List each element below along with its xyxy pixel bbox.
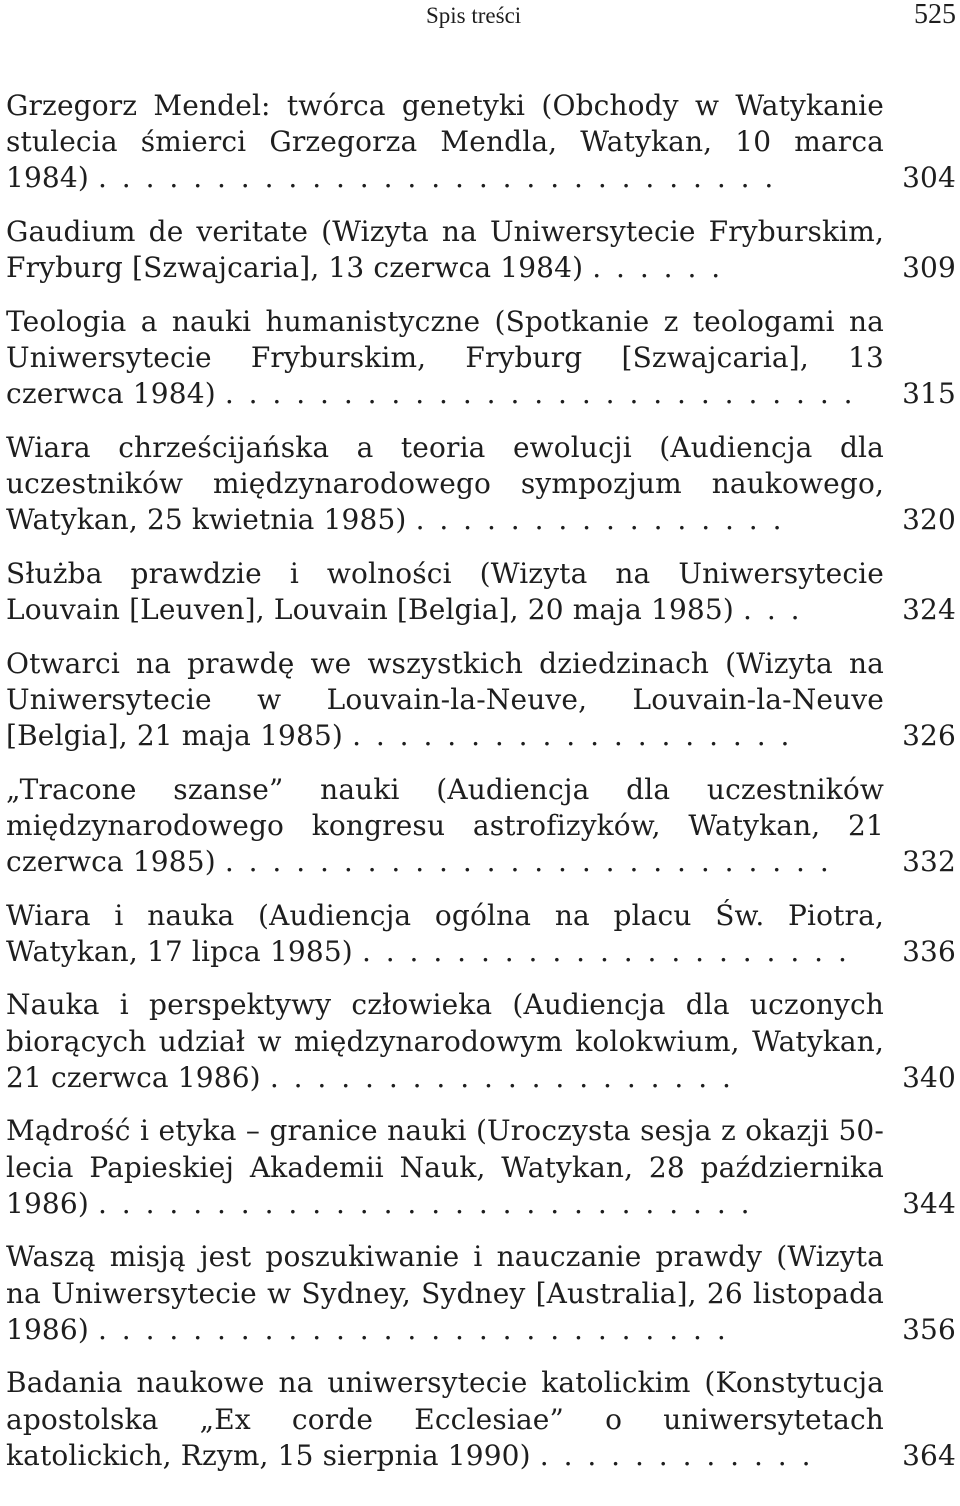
toc-entry-title: Nauka i perspektywy człowieka (Audiencja dla uczonych biorących udział w międzynarodowym kolokwium, Watykan, 21 czerwca 1986): [6, 988, 884, 1094]
toc-entry-title: Mądrość i etyka – granice nauki (Uroczysta sesja z okazji 50-lecia Papieskiej Akademii Nauk, Watykan, 28 października 1986): [6, 1114, 884, 1220]
toc-entry-title: Wiara chrześcijańska a teoria ewolucji (Audiencja dla uczestników międzynarodowego sympozjum naukowego, Watykan, 25 kwietnia 1985): [6, 430, 884, 537]
toc-leader-dots: . . . . . . . . . . . . . . . . . . . . .: [361, 934, 850, 968]
toc-entry: [6, 430, 956, 539]
toc-entry-title: Badania naukowe na uniwersytecie katolickim (Konstytucja apostolska „Ex corde Ecclesiae” o uniwersytetach katolickich, Rzym, 15 sierpnia 1990): [6, 1366, 884, 1472]
toc-entry-page: 309: [902, 251, 956, 285]
toc-leader-dots: . . . . . . . . . . . . . . . .: [415, 503, 785, 537]
toc-leader-dots: . . .: [743, 593, 803, 626]
toc-entry-title: Wiara i nauka (Audiencja ogólna na placu Św. Piotra, Watykan, 17 lipca 1985): [6, 898, 884, 968]
toc-entry-page: 364: [902, 1438, 956, 1472]
toc-entry-page: 324: [902, 593, 956, 626]
toc-entry-page: 344: [902, 1186, 956, 1220]
toc-entry: [6, 898, 956, 970]
toc-entry-page: 332: [902, 845, 956, 878]
running-header: [0, 0, 960, 34]
running-header-title: Spis treści: [426, 3, 522, 28]
toc-entry: [6, 1365, 956, 1474]
toc-entry-title: Grzegorz Mendel: twórca genetyki (Obchody w Watykanie stulecia śmierci Grzegorza Mendla, Watykan, 10 marca 1984): [6, 89, 884, 195]
toc-entry: [6, 646, 956, 755]
toc-entry-title: Waszą misją jest poszukiwanie i nauczanie prawdy (Wizyta na Uniwersytecie w Sydney, Sydney [Australia], 26 listopada 1986): [6, 1240, 884, 1346]
page-number: 525: [914, 0, 956, 30]
toc-leader-dots: . . . . . . . . . . . . . . . . . . . . . . . . . .: [224, 845, 832, 878]
toc-entry-page: 320: [902, 503, 956, 537]
toc-leader-dots: . . . . . . . . . . . . . . . . . . . .: [269, 1060, 734, 1094]
toc-entry: [6, 1239, 956, 1348]
toc-leader-dots: . . . . . . . . . . . .: [539, 1438, 814, 1472]
toc-entry-page: 340: [902, 1060, 956, 1094]
toc-entry-title: Służba prawdzie i wolności (Wizyta na Uniwersytecie Louvain [Leuven], Louvain [Belgia], 20 maja 1985): [6, 556, 884, 626]
toc-entry: [6, 556, 956, 628]
toc-leader-dots: . . . . . . . . . . . . . . . . . . . . . . . . . . .: [224, 377, 856, 411]
toc-entry-title: „Tracone szanse” nauki (Audiencja dla uczestników międzynarodowego kongresu astrofizyków, Watykan, 21 czerwca 1985): [6, 772, 884, 878]
toc-leader-dots: . . . . . .: [592, 251, 724, 285]
toc-entry: [6, 772, 956, 881]
toc-entry: [6, 304, 956, 413]
toc-entry-title: Otwarci na prawdę we wszystkich dziedzinach (Wizyta na Uniwersytecie w Louvain-la-Neuve, Louvain-la-Neuve [Belgia], 21 maja 1985): [6, 646, 884, 752]
toc-entry-page: 336: [902, 934, 956, 968]
toc-entry: [6, 88, 956, 197]
toc-entry-page: 326: [902, 719, 956, 752]
toc-leader-dots: . . . . . . . . . . . . . . . . . . . . . . . . . . . . .: [98, 161, 777, 195]
toc-entry: [6, 214, 956, 286]
toc-leader-dots: . . . . . . . . . . . . . . . . . . . . . . . . . . . .: [98, 1186, 753, 1220]
toc-entry-title: Gaudium de veritate (Wizyta na Uniwersytecie Fryburskim, Fryburg [Szwajcaria], 13 czerwca 1984): [6, 215, 884, 285]
toc-leader-dots: . . . . . . . . . . . . . . . . . . .: [352, 719, 793, 752]
toc-entry-page: 304: [902, 161, 956, 195]
toc-entry: [6, 1113, 956, 1222]
table-of-contents: [6, 88, 956, 1491]
toc-leader-dots: . . . . . . . . . . . . . . . . . . . . . . . . . . .: [98, 1312, 729, 1346]
toc-entry-page: 356: [902, 1312, 956, 1346]
toc-entry-page: 315: [902, 377, 956, 411]
toc-entry-title: Teologia a nauki humanistyczne (Spotkanie z teologami na Uniwersytecie Fryburskim, Fryburg [Szwajcaria], 13 czerwca 1984): [6, 304, 884, 411]
toc-entry: [6, 987, 956, 1096]
